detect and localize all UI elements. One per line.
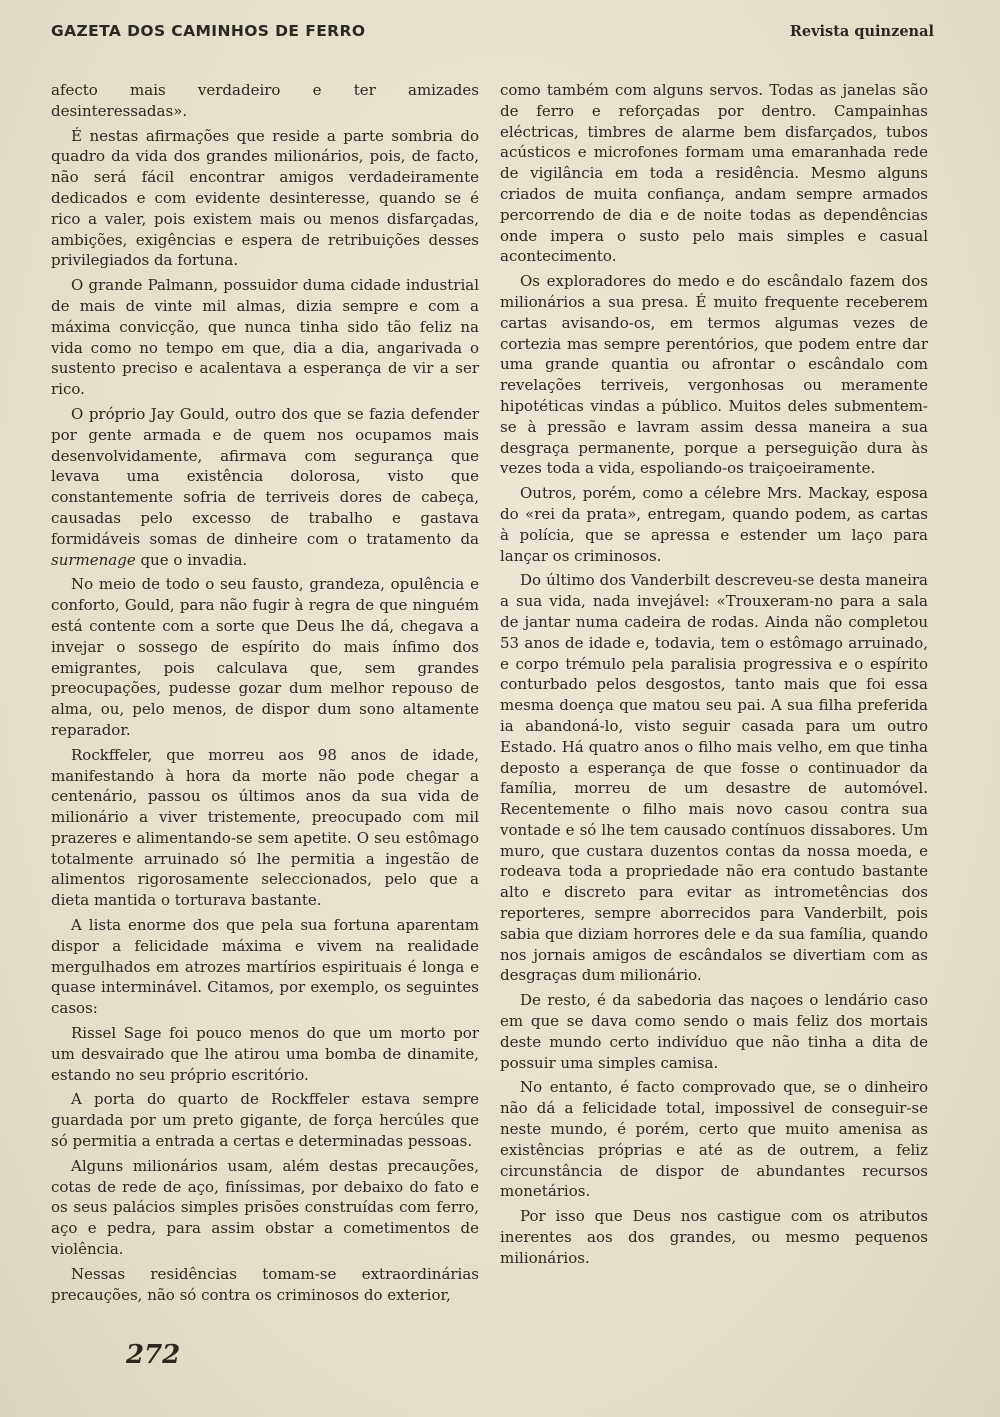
paragraph: Por isso que Deus nos castigue com os atributos inerentes aos dos grandes, ou mesmo pequenos milionários.	[500, 1207, 928, 1267]
journal-subtitle: Revista quinzenal	[789, 23, 934, 40]
paragraph: Outros, porém, como a célebre Mrs. Mackay, esposa do «rei da prata», entregam, quando podem, as cartas à polícia, que se apressa e estender um laço para lançar os criminosos.	[500, 484, 928, 565]
journal-title: GAZETA DOS CAMINHOS DE FERRO	[51, 22, 366, 40]
paragraph: A lista enorme dos que pela sua fortuna aparentam dispor a felicidade máxima e vivem na realidade mergulhados em atrozes martírios espirituais é longa e quase interminável. Citamos, por exemplo, os seguintes casos:	[51, 916, 479, 1018]
paragraph: afecto mais verdadeiro e ter amizades desinteressadas».	[51, 81, 479, 120]
paragraph: como também com alguns servos. Todas as janelas são de ferro e reforçadas por dentro. Campainhas eléctricas, timbres de alarme bem disfarçados, tubos acústicos e microfones formam uma emaranhada rede de vigilância em toda a residência. Mesmo alguns criados de muita confiança, andam sempre armados percorrendo de dia e de noite todas as dependências onde impera o susto pelo mais simples e casual acontecimento.	[500, 81, 928, 266]
paragraph: Alguns milionários usam, além destas precauções, cotas de rede de aço, finíssimas, por debaixo do fato e os seus palácios simples prisões construídas com ferro, aço e pedra, para assim obstar a cometimentos de violência.	[51, 1156, 479, 1259]
paragraph-text: que o invadia.	[140, 550, 248, 569]
paragraph: Nessas residências tomam-se extraordinárias precauções, não só contra os criminosos do exterior,	[51, 1264, 479, 1304]
paragraph: Os exploradores do medo e do escândalo fazem dos milionários a sua presa. É muito frequente receberem cartas avisando-os, em termos algumas vezes de cortezia mas sempre perentórios, que podem entre dar uma grande quantia ou afrontar o escândalo com revelações terriveis, vergonhosas ou meramente hipotéticas vindas a público. Muitos deles submentem-se à pressão e lavram assim dessa maneira a sua desgraça permanente, porque a perseguição dura às vezes toda a vida, espoliando-os traiçoeiramente.	[500, 272, 928, 478]
paragraph: Rissel Sage foi pouco menos do que um morto por um desvairado que lhe atirou uma bomba de dinamite, estando no seu próprio escritório.	[51, 1024, 479, 1084]
right-column	[500, 80, 928, 1273]
paragraph: No meio de todo o seu fausto, grandeza, opulência e conforto, Gould, para não fugir à regra de que ninguém está contente com a sorte que Deus lhe dá, chegava a invejar o sossego de espírito do mais ínfimo dos emigrantes, pois calculava que, sem grandes preocupações, pudesse gozar dum melhor repouso de alma, ou, pelo menos, de dispor dum sono altamente reparador.	[51, 575, 479, 739]
paragraph: Rockffeler, que morreu aos 98 anos de idade, manifestando à hora da morte não pode chegar a centenário, passou os últimos anos da sua vida de milionário a viver tristemente, preocupado com mil prazeres e alimentando-se sem apetite. O seu estômago totalmente arruinado só lhe permitia a ingestão de alimentos rigorosamente seleccionados, pelo que a dieta mantida o torturava bastante.	[51, 745, 479, 910]
paragraph: O grande Palmann, possuidor duma cidade industrial de mais de vinte mil almas, dizia sempre e com a máxima convicção, que nunca tinha sido tão feliz na vida como no tempo em que, dia a dia, angarivada o sustento preciso e acalentava a esperança de vir a ser rico.	[51, 276, 479, 399]
paragraph: De resto, é da sabedoria das naçoes o lendário caso em que se dava como sendo o mais feliz dos mortais deste mundo certo indivíduo que não tinha a dita de possuir uma simples camisa.	[500, 991, 928, 1072]
paragraph-text: O próprio Jay Gould, outro dos que se fazia defender por gente armada e de quem nos ocupamos mais desenvolvidamente, afirmava com segurança que levava uma existência dolorosa, visto que constantemente sofria de terriveis dores de cabeça, causadas pelo excesso de trabalho e gastava formidáveis somas de dinheire com o tratamento da	[51, 404, 479, 548]
paragraph	[51, 404, 479, 570]
page-number: 272	[126, 1340, 181, 1370]
paragraph: É nestas afirmações que reside a parte sombria do quadro da vida dos grandes milionários, pois, de facto, não será fácil encontrar amigos verdadeiramente dedicados e com evidente desinteresse, quando se é rico a valer, pois existem mais ou menos disfarçadas, ambições, exigências e espera de retribuições desses privilegiados da fortuna.	[51, 126, 479, 270]
paragraph: No entanto, é facto comprovado que, se o dinheiro não dá a felicidade total, impossivel de conseguir-se neste mundo, é porém, certo que muito amenisa as existências próprias e até as de outrem, a feliz circunstância de dispor de abundantes recursos monetários.	[500, 1078, 928, 1201]
paragraph: Do último dos Vanderbilt descreveu-se desta maneira a sua vida, nada invejável: «Trouxeram-no para a sala de jantar numa cadeira de rodas. Ainda não completou 53 anos de idade e, todavia, tem o estômago arruinado, e corpo trémulo pela paralisia progressiva e o espírito conturbado pelos desgostos, tanto mais que foi essa mesma doença que matou seu pai. A sua filha preferida ia abandoná-lo, visto seguir casada para um outro Estado. Há quatro anos o filho mais velho, em que tinha deposto a esperança de que fosse o continuador da família, morreu de um desastre de automóvel. Recentemente o filho mais novo casou contra sua vontade e só lhe tem causado contínuos dissabores. Um muro, que custara duzentos contas da nossa moeda, e rodeava toda a propriedade não era contudo bastante alto e discreto para evitar as intrometências dos reporteres, sempre aborrecidos para Vanderbilt, pois sabia que diziam horrores dele e da sua família, quando nos jornais amigos de escândalos se divertiam com as desgraças dum milionário.	[500, 571, 928, 985]
paragraph: A porta do quarto de Rockffeler estava sempre guardada por um preto gigante, de força hercúles que só permitia a entrada a certas e determinadas pessoas.	[51, 1090, 479, 1151]
left-column	[51, 80, 479, 1309]
italic-term: surmenage	[51, 550, 136, 569]
